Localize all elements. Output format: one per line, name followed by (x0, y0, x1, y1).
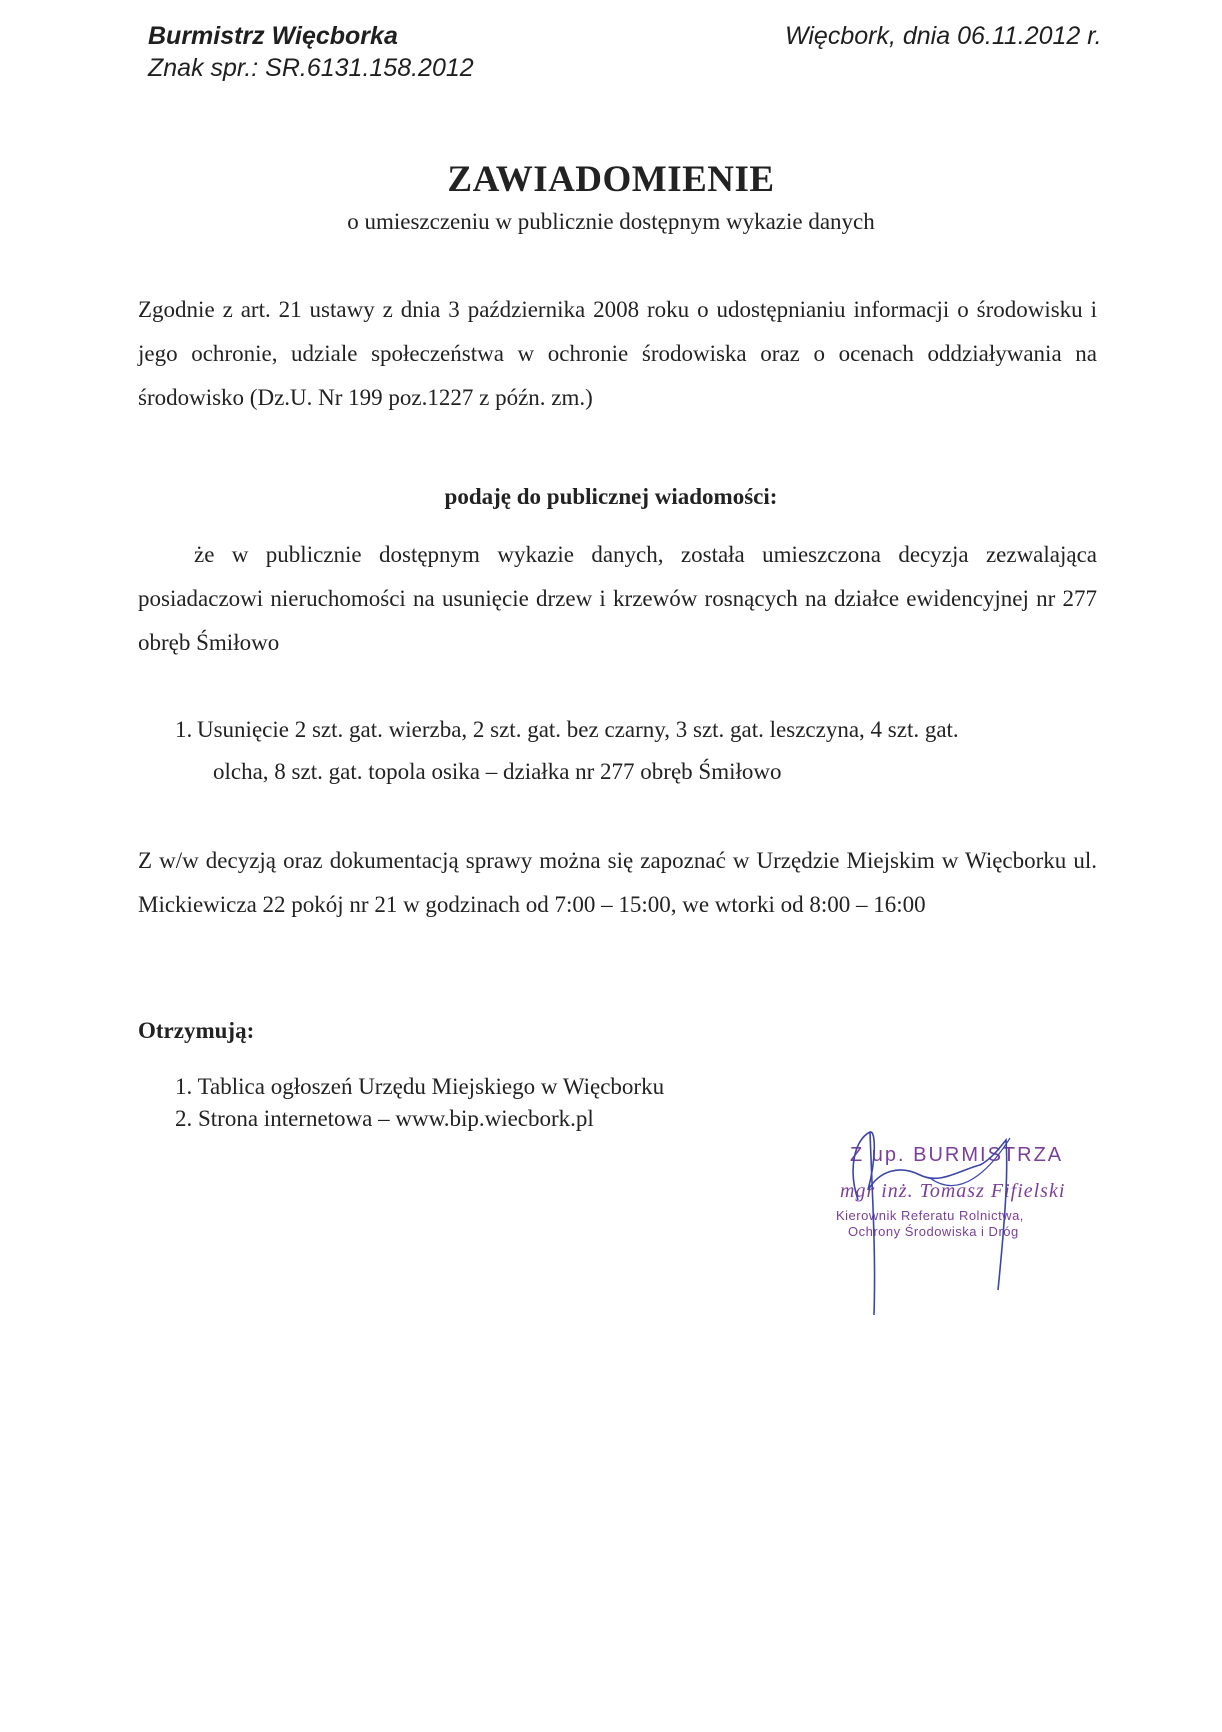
stamp-signatory-name: mgr inż. Tomasz Fifielski (840, 1180, 1066, 1202)
decision-paragraph: że w publicznie dostępnym wykazie danych, została umieszczona decyzja zezwalająca posiadaczowi nieruchomości na usunięcie drzew i krzewów rosnących na działce ewidencyjnej nr 277 obręb Śmiłowo (138, 542, 1097, 655)
list-item-text-line2: olcha, 8 szt. gat. topola osika – działka nr 277 obręb Śmiłowo (213, 759, 782, 784)
list-item-number: 1. (175, 717, 193, 742)
case-reference: Znak spr.: SR.6131.158.2012 (148, 54, 474, 82)
announcement-heading: podaję do publicznej wiadomości: (444, 484, 778, 509)
handwritten-signature (810, 1130, 1110, 1330)
document-subtitle: o umieszczeniu w publicznie dostępnym wykazie danych (347, 209, 875, 234)
list-item-text-line1: Usunięcie 2 szt. gat. wierzba, 2 szt. gat. bez czarny, 3 szt. gat. leszczyna, 4 szt. gat. (197, 717, 959, 742)
stamp-position: Kierownik Referatu Rolnictwa, (836, 1208, 1024, 1223)
recipient-number: 2. (175, 1106, 193, 1131)
recipient-item (175, 1103, 594, 1135)
list-item (175, 709, 1097, 793)
recipients-heading: Otrzymują: (138, 1018, 255, 1043)
issuing-authority: Burmistrz Więcborka (148, 22, 398, 50)
official-stamp (810, 1130, 1110, 1330)
recipient-item (175, 1071, 664, 1103)
recipient-text: Tablica ogłoszeń Urzędu Miejskiego w Więcborku (197, 1074, 665, 1099)
place-and-date: Więcbork, dnia 06.11.2012 r. (785, 22, 1102, 50)
recipient-text: Strona internetowa – www.bip.wiecbork.pl (198, 1106, 594, 1131)
contact-paragraph: Z w/w decyzją oraz dokumentacją sprawy można się zapoznać w Urzędzie Miejskim w Więcborku ul. Mickiewicza 22 pokój nr 21 w godzinach od 7:00 – 15:00, we wtorki od 8:00 – 16:00 (138, 848, 1097, 917)
stamp-department: Ochrony Środowiska i Dróg (848, 1224, 1019, 1239)
document-title: ZAWIADOMIENIE (447, 159, 775, 200)
stamp-authorization: Z up. BURMISTRZA (850, 1144, 1064, 1166)
legal-basis-paragraph: Zgodnie z art. 21 ustawy z dnia 3 października 2008 roku o udostępnianiu informacji o środowisku i jego ochronie, udziale społeczeństwa w ochronie środowiska oraz o ocenach oddziaływania na środowisko (Dz.U. Nr 199 poz.1227 z późn. zm.) (138, 297, 1097, 410)
recipient-number: 1. (175, 1074, 193, 1099)
